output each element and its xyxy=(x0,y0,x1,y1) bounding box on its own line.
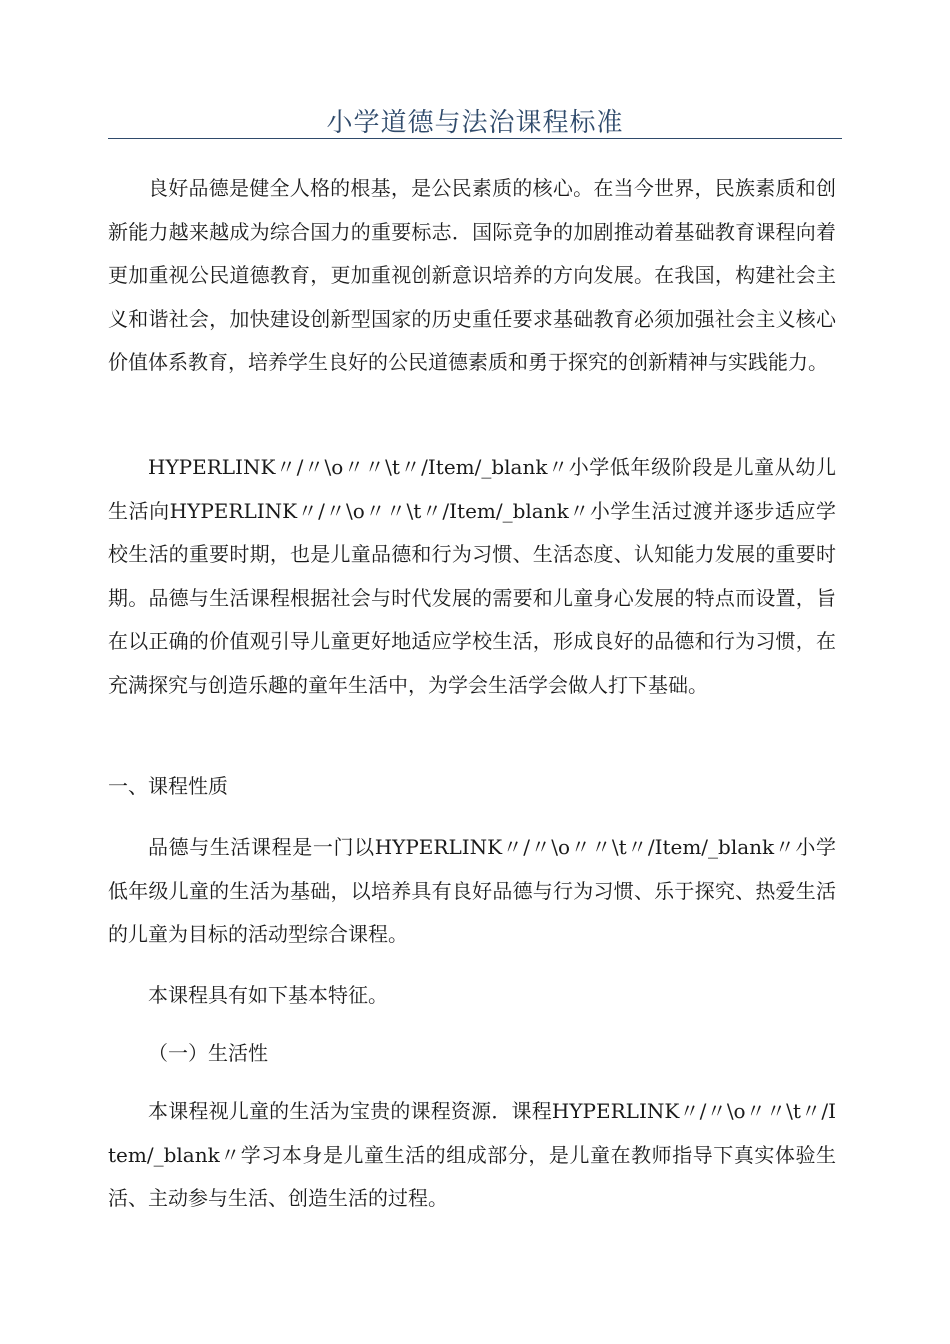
document-title: 小学道德与法治课程标准 xyxy=(326,108,624,138)
paragraph-intro: 良好品德是健全人格的根基，是公民素质的核心。在当今世界，民族素质和创新能力越来越成为综合国力的重要标志．国际竞争的加剧推动着基础教育课程向着更加重视公民道德教育，更加重视创新意识培养的方向发展。在我国，构建社会主义和谐社会，加快建设创新型国家的历史重任要求基础教育必须加强社会主义核心价值体系教育，培养学生良好的公民道德素质和勇于探究的创新精神与实践能力。 xyxy=(108,176,836,374)
subsection-heading-life: （一）生活性 xyxy=(148,1041,268,1065)
title-underline xyxy=(108,138,842,139)
paragraph-low-grade: HYPERLINK〃/〃\o〃〃\t〃/Item/_blank〃小学低年级阶段是儿童从幼儿生活向HYPERLINK〃/〃\o〃〃\t〃/Item/_blank〃小学生活过渡并逐步适应学校生活的重要时期，也是儿童品德和行为习惯、生活态度、认知能力发展的重要时期。品德与生活课程根据社会与时代发展的需要和儿童身心发展的特点而设置，旨在以正确的价值观引导儿童更好地适应学校生活，形成良好的品德和行为习惯，在充满探究与创造乐趣的童年生活中，为学会生活学会做人打下基础。 xyxy=(108,455,836,697)
paragraph-life: 本课程视儿童的生活为宝贵的课程资源．课程HYPERLINK〃/〃\o〃〃\t〃/Item/_blank〃学习本身是儿童生活的组成部分，是儿童在教师指导下真实体验生活、主动参与生活、创造生活的过程。 xyxy=(108,1099,836,1210)
paragraph-features: 本课程具有如下基本特征。 xyxy=(148,983,388,1007)
paragraph-course-nature: 品德与生活课程是一门以HYPERLINK〃/〃\o〃〃\t〃/Item/_blank〃小学低年级儿童的生活为基础，以培养具有良好品德与行为习惯、乐于探究、热爱生活的儿童为目标的活动型综合课程。 xyxy=(108,835,836,946)
section-heading-course-nature: 一、课程性质 xyxy=(108,774,228,798)
